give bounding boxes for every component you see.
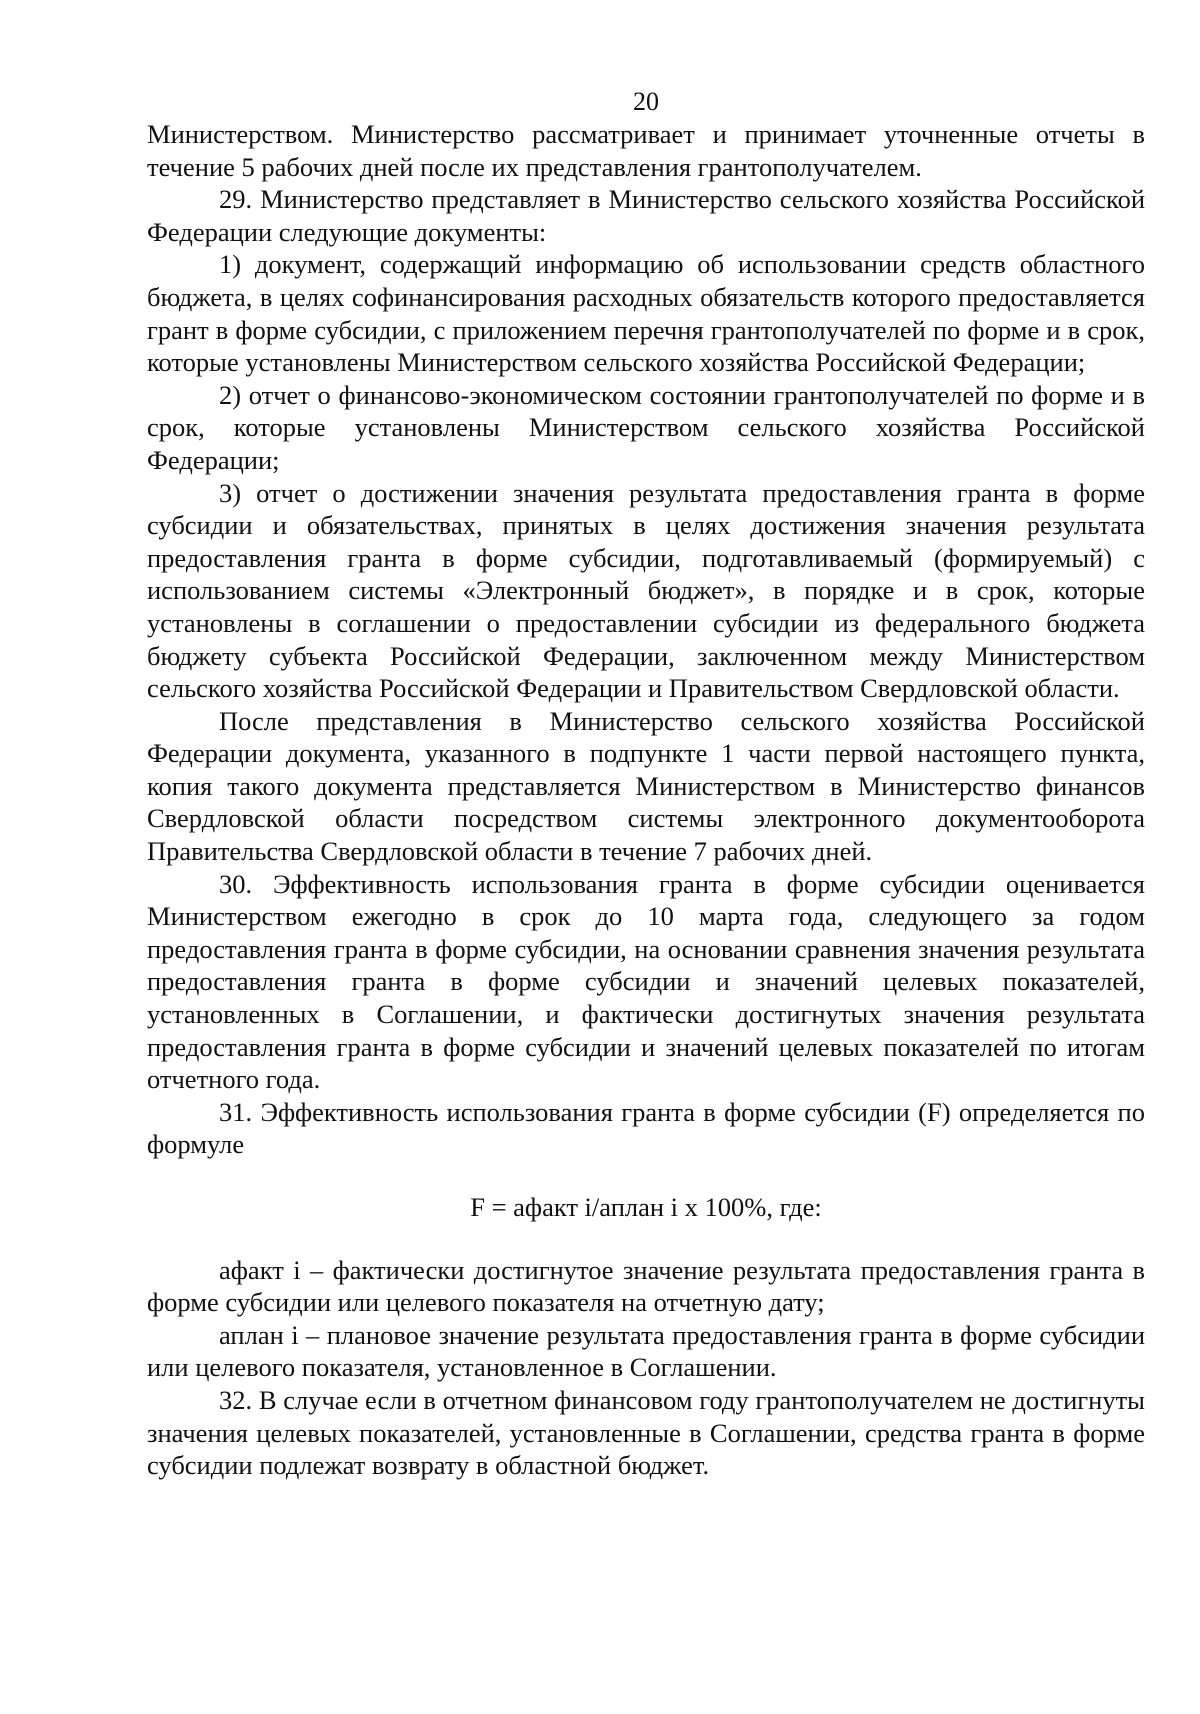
definition-afact: афакт i – фактически достигнутое значение результата предоставления гранта в форме субсидии или целевого показателя на отчетную дату; (147, 1254, 1145, 1318)
paragraph-item-31: 31. Эффективность использования гранта в форме субсидии (F) определяется по формуле (147, 1096, 1145, 1160)
paragraph-continuation: Министерством. Министерство рассматривает и принимает уточненные отчеты в течение 5 рабочих дней после их представления грантополучателем. (147, 119, 1145, 182)
paragraph-item-29: 29. Министерство представляет в Министерство сельского хозяйства Российской Федерации следующие документы: (147, 184, 1145, 247)
paragraph-after-submission: После представления в Министерство сельского хозяйства Российской Федерации документа, указанного в подпункте 1 части первой настоящего пункта, копия такого документа представляется Министерством в Министерство финансов Свердловской области посредством системы электронного документооборота Правительства Свердловской области в течение 7 рабочих дней. (147, 705, 1145, 867)
paragraph-subitem-3: 3) отчет о достижении значения результата предоставления гранта в форме субсидии и обязательствах, принятых в целях достижения значения результата предоставления гранта в форме субсидии, подготавливаемый (формируемый) с использованием системы «Электронный бюджет», в порядке и в срок, которые установлены в соглашении о предоставлении субсидии из федерального бюджета бюджету субъекта Российской Федерации, заключенном между Министерством сельского хозяйства Российской Федерации и Правительством Свердловской области. (147, 477, 1145, 704)
paragraph-subitem-2: 2) отчет о финансово-экономическом состоянии грантополучателей по форме и в срок, которые установлены Министерством сельского хозяйства Российской Федерации; (147, 379, 1145, 475)
page-number: 20 (633, 87, 659, 116)
document-page (147, 86, 1145, 1482)
paragraph-subitem-1: 1) документ, содержащий информацию об использовании средств областного бюджета, в целях софинансирования расходных обязательств которого предоставляется грант в форме субсидии, с приложением перечня грантополучателей по форме и в срок, которые установлены Министерством сельского хозяйства Российской Федерации; (147, 249, 1145, 378)
paragraph-item-32: 32. В случае если в отчетном финансовом году грантополучателем не достигнуты значения целевых показателей, установленные в Соглашении, средства гранта в форме субсидии подлежат возврату в областной бюджет. (147, 1384, 1145, 1481)
paragraph-item-30: 30. Эффективность использования гранта в форме субсидии оценивается Министерством ежегодно в срок до 10 марта года, следующего за годом предоставления гранта в форме субсидии, на основании сравнения значения результата предоставления гранта в форме субсидии и значений целевых показателей, установленных в Соглашении, и фактически достигнутых значения результата предоставления гранта в форме субсидии и значений целевых показателей по итогам отчетного года. (147, 868, 1145, 1095)
definition-aplan: аплан i – плановое значение результата предоставления гранта в форме субсидии или целевого показателя, установленное в Соглашении. (147, 1319, 1145, 1383)
efficiency-formula: F = афакт i/аплан i х 100%, где: (470, 1192, 822, 1222)
